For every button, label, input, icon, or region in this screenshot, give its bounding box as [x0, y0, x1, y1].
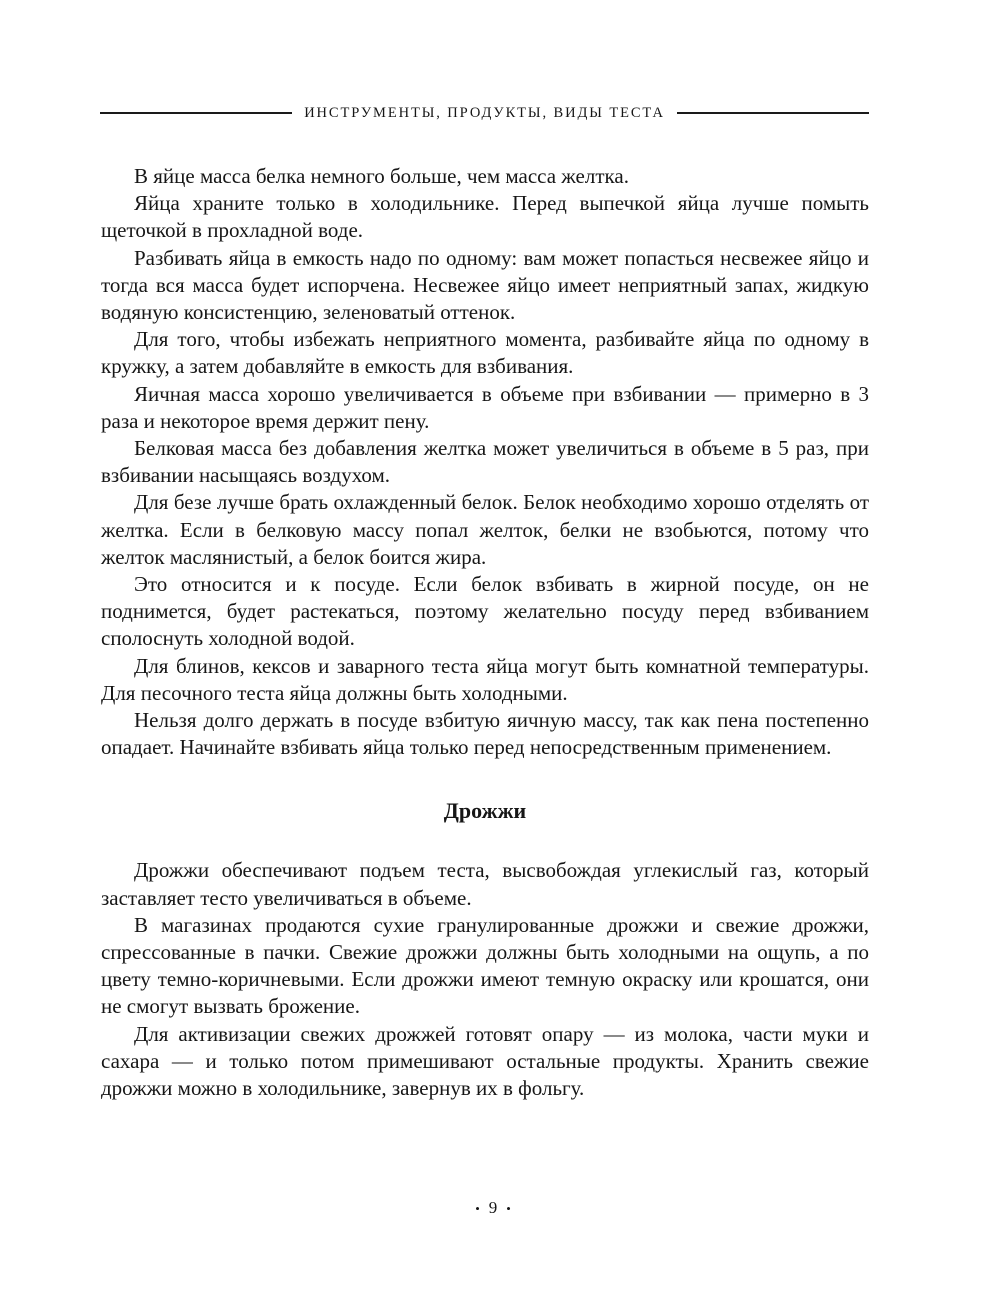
bullet-icon: • [506, 1201, 511, 1216]
section-heading: Дрожжи [443, 798, 527, 824]
paragraph: Это относится и к посуде. Если белок взбивать в жирной посуде, он не поднимется, будет растекаться, поэтому желательно посуду перед взбиванием сполоснуть холодной водой. [101, 572, 869, 651]
running-head-title: ИНСТРУМЕНТЫ, ПРОДУКТЫ, ВИДЫ ТЕСТА [304, 104, 665, 121]
header-rule-left [100, 112, 292, 114]
paragraph: Дрожжи обеспечивают подъем теста, высвобождая углекислый газ, который заставляет тесто увеличиваться в объеме. [101, 858, 869, 910]
page-body [101, 163, 869, 1102]
paragraph: Яйца храните только в холодильнике. Перед выпечкой яйца лучше помыть щеточкой в прохладной воде. [101, 191, 869, 243]
paragraph: В магазинах продаются сухие гранулированные дрожжи и свежие дрожжи, спрессованные в пачки. Свежие дрожжи должны быть холодными на ощупь, а по цвету темно-коричневыми. Если дрожжи имеют темную окраску или крошатся, они не смогут вызвать брожение. [101, 912, 869, 1019]
paragraph: Для активизации свежих дрожжей готовят опару — из молока, части муки и сахара — и только потом примешивают остальные продукты. Хранить свежие дрожжи можно в холодильнике, завернув их в фольгу. [101, 1021, 869, 1101]
paragraph: Нельзя долго держать в посуде взбитую яичную массу, так как пена постепенно опадает. Начинайте взбивать яйца только перед непосредственным применением. [101, 708, 869, 760]
running-head [100, 101, 869, 125]
paragraph: Белковая масса без добавления желтка может увеличиться в объеме в 5 раз, при взбивании насыщаясь воздухом. [101, 436, 869, 488]
paragraph: Разбивать яйца в емкость надо по одному: вам может попасться несвежее яйцо и тогда вся масса будет испорчена. Несвежее яйцо имеет неприятный запах, жидкую водяную консистенцию, зеленоватый оттенок. [101, 245, 869, 325]
header-rule-right [677, 112, 869, 114]
paragraph: В яйце масса белка немного больше, чем масса желтка. [134, 164, 629, 188]
paragraph: Для безе лучше брать охлажденный белок. Белок необходимо хорошо отделять от желтка. Если в белковую массу попал желток, белки не взобьются, потому что желток маслянистый, а белок боится жира. [101, 490, 869, 569]
page-number-footer [0, 1198, 986, 1218]
page-number: 9 [488, 1198, 498, 1217]
paragraph: Для блинов, кексов и заварного теста яйца могут быть комнатной температуры. Для песочного теста яйца должны быть холодными. [101, 653, 869, 705]
paragraph: Для того, чтобы избежать неприятного момента, разбивайте яйца по одному в кружку, а затем добавляйте в емкость для взбивания. [101, 327, 869, 379]
bullet-icon: • [475, 1201, 480, 1216]
paragraph: Яичная масса хорошо увеличивается в объеме при взбивании — примерно в 3 раза и некоторое время держит пену. [101, 381, 869, 433]
